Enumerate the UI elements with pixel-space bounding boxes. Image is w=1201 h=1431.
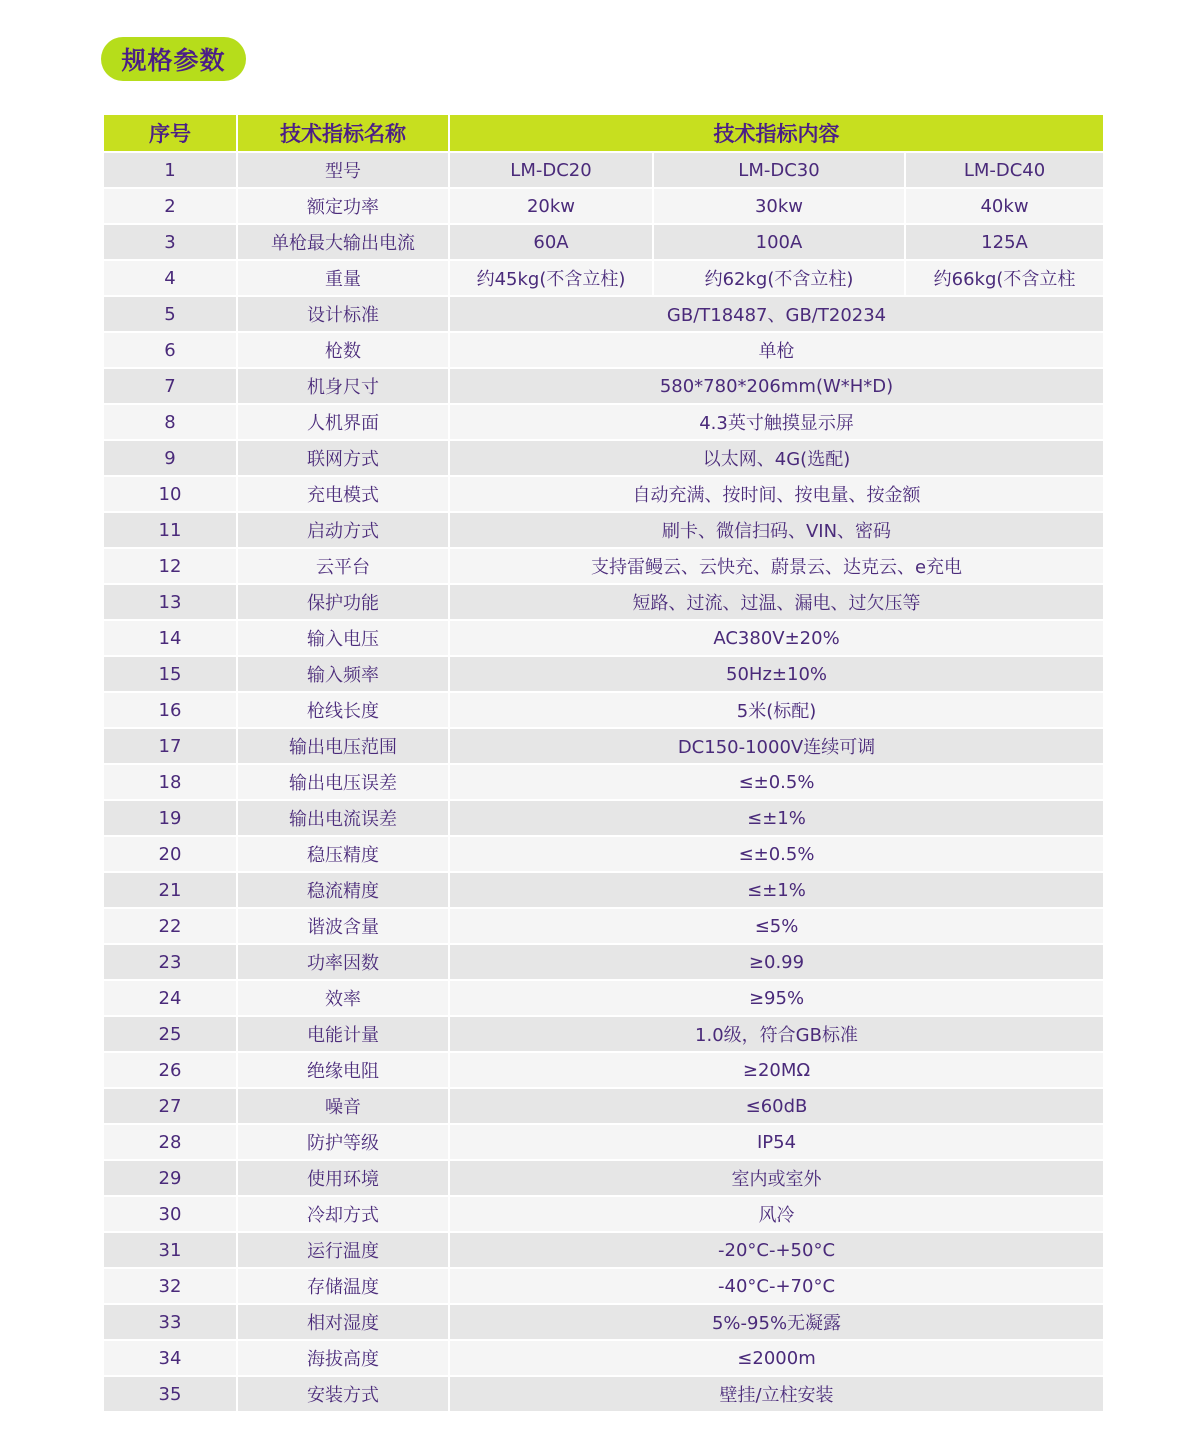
spec-name: 额定功率 [237,188,449,224]
row-number: 31 [103,1232,237,1268]
spec-value: GB/T18487、GB/T20234 [449,296,1104,332]
table-row [103,1340,1104,1376]
spec-value: ≥0.99 [449,944,1104,980]
spec-value: 自动充满、按时间、按电量、按金额 [449,476,1104,512]
spec-value: ≤5% [449,908,1104,944]
spec-value-model-1: 60A [449,224,653,260]
table-row [103,584,1104,620]
row-number: 25 [103,1016,237,1052]
row-number: 33 [103,1304,237,1340]
spec-name: 机身尺寸 [237,368,449,404]
row-number: 17 [103,728,237,764]
table-row [103,656,1104,692]
spec-value: ≤±0.5% [449,836,1104,872]
spec-value-model-2: 100A [653,224,905,260]
spec-name: 型号 [237,152,449,188]
spec-name: 人机界面 [237,404,449,440]
table-body [103,152,1104,1412]
spec-value: ≤60dB [449,1088,1104,1124]
row-number: 7 [103,368,237,404]
row-number: 24 [103,980,237,1016]
spec-name: 效率 [237,980,449,1016]
spec-name: 保护功能 [237,584,449,620]
table-row [103,368,1104,404]
table-row [103,1268,1104,1304]
spec-value: ≤±1% [449,800,1104,836]
row-number: 3 [103,224,237,260]
spec-name: 充电模式 [237,476,449,512]
spec-value: 风冷 [449,1196,1104,1232]
spec-value: 50Hz±10% [449,656,1104,692]
spec-value-model-1: LM-DC20 [449,152,653,188]
spec-name: 运行温度 [237,1232,449,1268]
table-row [103,764,1104,800]
row-number: 2 [103,188,237,224]
spec-value: ≤±0.5% [449,764,1104,800]
spec-value: 1.0级，符合GB标准 [449,1016,1104,1052]
spec-value: 单枪 [449,332,1104,368]
row-number: 13 [103,584,237,620]
row-number: 21 [103,872,237,908]
row-number: 12 [103,548,237,584]
table-row [103,224,1104,260]
table-row [103,728,1104,764]
table-row [103,800,1104,836]
spec-name: 设计标准 [237,296,449,332]
table-row [103,1016,1104,1052]
header-content: 技术指标内容 [449,114,1104,152]
spec-value: 5%-95%无凝露 [449,1304,1104,1340]
spec-value-model-1: 约45kg(不含立柱) [449,260,653,296]
row-number: 6 [103,332,237,368]
row-number: 34 [103,1340,237,1376]
spec-value-model-2: 约62kg(不含立柱) [653,260,905,296]
table-row [103,836,1104,872]
row-number: 22 [103,908,237,944]
spec-name: 绝缘电阻 [237,1052,449,1088]
spec-value: 以太网、4G(选配) [449,440,1104,476]
header-no: 序号 [103,114,237,152]
table-row [103,980,1104,1016]
spec-value: 4.3英寸触摸显示屏 [449,404,1104,440]
spec-name: 联网方式 [237,440,449,476]
table-row [103,944,1104,980]
row-number: 10 [103,476,237,512]
table-row [103,548,1104,584]
table-row [103,620,1104,656]
spec-value: ≤2000m [449,1340,1104,1376]
table-row [103,1160,1104,1196]
section-title: 规格参数 [101,37,246,81]
table-row [103,260,1104,296]
spec-name: 冷却方式 [237,1196,449,1232]
spec-name: 枪数 [237,332,449,368]
spec-name: 稳压精度 [237,836,449,872]
table-row [103,1376,1104,1412]
spec-value-model-3: 40kw [905,188,1104,224]
table-row [103,332,1104,368]
spec-value-model-3: 125A [905,224,1104,260]
spec-table [102,113,1105,1413]
spec-value-model-2: LM-DC30 [653,152,905,188]
spec-value: 5米(标配) [449,692,1104,728]
header-name: 技术指标名称 [237,114,449,152]
row-number: 35 [103,1376,237,1412]
spec-name: 相对湿度 [237,1304,449,1340]
spec-value: 短路、过流、过温、漏电、过欠压等 [449,584,1104,620]
spec-name: 功率因数 [237,944,449,980]
table-row [103,188,1104,224]
row-number: 20 [103,836,237,872]
spec-value-model-3: 约66kg(不含立柱 [905,260,1104,296]
spec-name: 重量 [237,260,449,296]
spec-value: -40°C-+70°C [449,1268,1104,1304]
row-number: 19 [103,800,237,836]
table-row [103,908,1104,944]
spec-name: 防护等级 [237,1124,449,1160]
row-number: 32 [103,1268,237,1304]
table-row [103,512,1104,548]
spec-value-model-3: LM-DC40 [905,152,1104,188]
spec-value: 刷卡、微信扫码、VIN、密码 [449,512,1104,548]
row-number: 28 [103,1124,237,1160]
spec-value: DC150-1000V连续可调 [449,728,1104,764]
spec-name: 启动方式 [237,512,449,548]
spec-value-model-1: 20kw [449,188,653,224]
row-number: 18 [103,764,237,800]
spec-name: 枪线长度 [237,692,449,728]
table-row [103,404,1104,440]
table-row [103,1232,1104,1268]
spec-name: 输入频率 [237,656,449,692]
spec-name: 安装方式 [237,1376,449,1412]
row-number: 26 [103,1052,237,1088]
spec-name: 云平台 [237,548,449,584]
spec-name: 使用环境 [237,1160,449,1196]
table-row [103,296,1104,332]
table-header-row [103,114,1104,152]
row-number: 15 [103,656,237,692]
table-row [103,1304,1104,1340]
spec-value-model-2: 30kw [653,188,905,224]
table-row [103,476,1104,512]
table-row [103,1052,1104,1088]
spec-value: AC380V±20% [449,620,1104,656]
spec-name: 海拔高度 [237,1340,449,1376]
spec-name: 电能计量 [237,1016,449,1052]
table-row [103,1124,1104,1160]
spec-name: 单枪最大输出电流 [237,224,449,260]
row-number: 9 [103,440,237,476]
spec-value: 室内或室外 [449,1160,1104,1196]
table-row [103,1196,1104,1232]
row-number: 16 [103,692,237,728]
spec-name: 稳流精度 [237,872,449,908]
spec-value: ≤±1% [449,872,1104,908]
spec-name: 输入电压 [237,620,449,656]
spec-name: 输出电压误差 [237,764,449,800]
table-row [103,152,1104,188]
spec-name: 输出电压范围 [237,728,449,764]
row-number: 8 [103,404,237,440]
spec-value: ≥95% [449,980,1104,1016]
spec-value: ≥20MΩ [449,1052,1104,1088]
spec-value: -20°C-+50°C [449,1232,1104,1268]
spec-name: 输出电流误差 [237,800,449,836]
row-number: 30 [103,1196,237,1232]
row-number: 4 [103,260,237,296]
spec-name: 存储温度 [237,1268,449,1304]
spec-value: IP54 [449,1124,1104,1160]
row-number: 27 [103,1088,237,1124]
row-number: 14 [103,620,237,656]
table-row [103,692,1104,728]
spec-value: 支持雷鳗云、云快充、蔚景云、达克云、e充电 [449,548,1104,584]
spec-value: 580*780*206mm(W*H*D) [449,368,1104,404]
row-number: 5 [103,296,237,332]
table-row [103,440,1104,476]
table-row [103,872,1104,908]
row-number: 23 [103,944,237,980]
row-number: 1 [103,152,237,188]
row-number: 29 [103,1160,237,1196]
spec-value: 壁挂/立柱安装 [449,1376,1104,1412]
row-number: 11 [103,512,237,548]
spec-name: 谐波含量 [237,908,449,944]
table-row [103,1088,1104,1124]
spec-name: 噪音 [237,1088,449,1124]
